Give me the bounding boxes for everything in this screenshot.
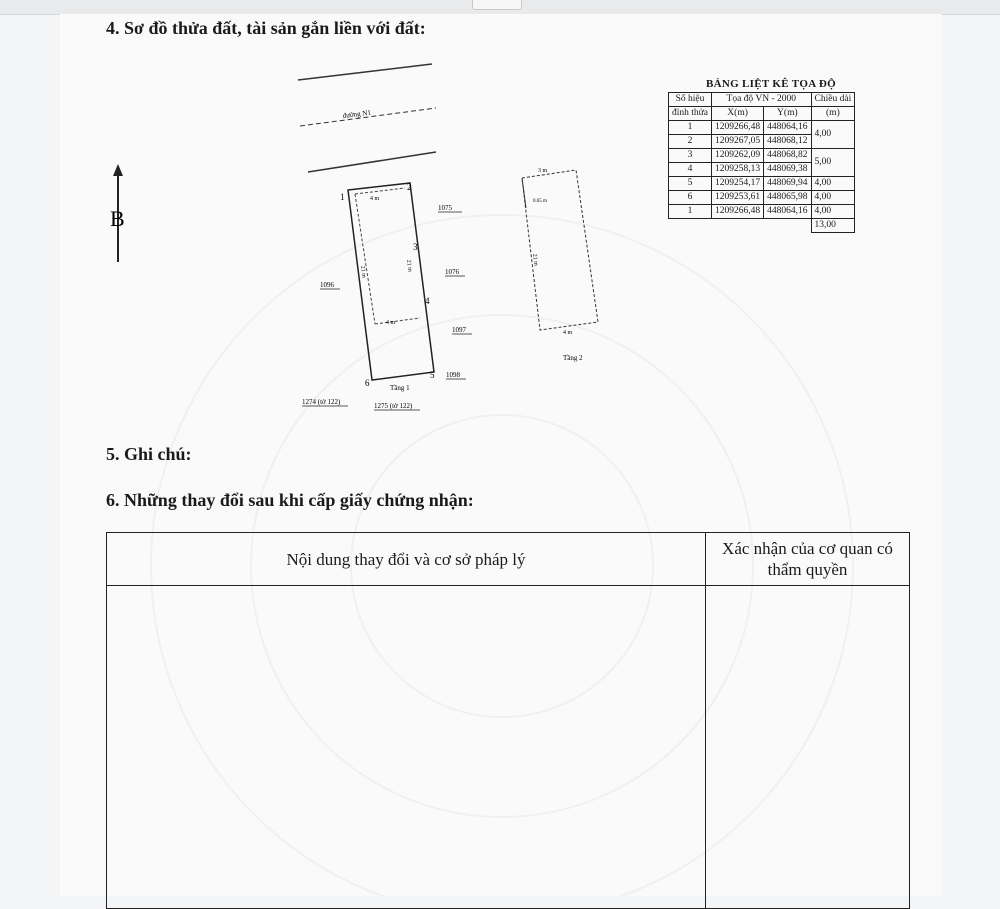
row-x: 1209262,09 [712, 149, 764, 163]
dim-length: 21 m [359, 265, 367, 279]
floor2-side-dim: 0.65 m [533, 199, 547, 204]
parcel-1076: 1076 [445, 268, 459, 276]
confirmation-line-1: Xác nhận của cơ quan có [722, 539, 893, 558]
header-y: Y(m) [764, 107, 811, 121]
vertex-4: 4 [425, 296, 430, 306]
dim-width-top: 4 m [370, 196, 380, 202]
floor2-bottom-dim: 4 m [563, 330, 573, 336]
header-vertex-1: Số hiệu [669, 93, 712, 107]
house-boundary [375, 318, 420, 324]
row-y: 448069,38 [764, 163, 811, 177]
row-id: 5 [669, 177, 712, 191]
header-coord-system: Tọa độ VN - 2000 [712, 93, 812, 107]
parcel-1274: 1274 (tờ 122) [302, 398, 341, 406]
row-length: 4,00 [811, 191, 855, 205]
floor-1-label: Tầng 1 [390, 384, 410, 392]
changes-col-content: Nội dung thay đổi và cơ sở pháp lý [107, 533, 706, 586]
row-id: 4 [669, 163, 712, 177]
changes-col-confirmation [706, 533, 910, 586]
row-x: 1209266,48 [712, 205, 764, 219]
row-x: 1209267,05 [712, 135, 764, 149]
vertex-6: 6 [365, 378, 370, 388]
row-length: 4,00 [811, 177, 855, 191]
section-4-heading: 4. Sơ đồ thửa đất, tài sản gắn liền với đất: [106, 18, 426, 38]
row-y: 448064,16 [764, 205, 811, 219]
dim-width-mid: 4 m [386, 320, 396, 326]
road-label: đường N1 [342, 108, 372, 120]
confirmation-line-2: thẩm quyền [767, 560, 848, 579]
floor-2-outline [522, 170, 598, 330]
row-y: 448064,16 [764, 121, 811, 135]
parcel-1097: 1097 [452, 326, 466, 334]
row-y: 448068,82 [764, 149, 811, 163]
row-length: 4,00 [811, 121, 855, 149]
row-id: 3 [669, 149, 712, 163]
parcel-1075: 1075 [438, 204, 452, 212]
parcel-1098: 1098 [446, 371, 460, 379]
floor2-length-dim: 21 m [531, 253, 539, 267]
vertex-1: 1 [340, 192, 345, 202]
header-length-1: Chiều dài [811, 93, 855, 107]
parcel-1275: 1275 (tờ 122) [374, 402, 413, 410]
row-length: 5,00 [811, 149, 855, 177]
vertex-3: 3 [413, 242, 418, 252]
row-x: 1209258,13 [712, 163, 764, 177]
floor-2-balcony [522, 178, 526, 208]
vertex-5: 5 [430, 370, 435, 380]
changes-confirmation-cell[interactable] [706, 586, 910, 909]
row-y: 448068,12 [764, 135, 811, 149]
north-letter: B [110, 206, 125, 231]
row-id: 6 [669, 191, 712, 205]
row-length: 13,00 [811, 219, 855, 233]
row-length: 4,00 [811, 205, 855, 219]
floor2-top-dim: 3 m [538, 168, 548, 174]
house-boundary [355, 194, 375, 324]
header-vertex-2: đỉnh thửa [669, 107, 712, 121]
floor-2-label: Tầng 2 [563, 354, 583, 362]
changes-table [106, 532, 910, 909]
coordinate-table [668, 92, 855, 233]
row-y: 448065,98 [764, 191, 811, 205]
row-x: 1209253,61 [712, 191, 764, 205]
header-length-2: (m) [811, 107, 855, 121]
changes-content-cell[interactable] [107, 586, 706, 909]
row-x: 1209266,48 [712, 121, 764, 135]
dim-length-inner: 21 m [405, 259, 413, 273]
parcel-1096: 1096 [320, 281, 334, 289]
vertex-2: 2 [407, 182, 412, 192]
row-y: 448069,94 [764, 177, 811, 191]
header-x: X(m) [712, 107, 764, 121]
road-edge-bottom [308, 152, 436, 172]
section-5-heading: 5. Ghi chú: [106, 444, 192, 464]
row-id: 2 [669, 135, 712, 149]
row-x: 1209254,17 [712, 177, 764, 191]
road-edge-top [298, 64, 432, 80]
coord-table-title: BẢNG LIỆT KÊ TỌA ĐỘ [706, 78, 836, 90]
parcel-outline [348, 183, 434, 380]
row-id: 1 [669, 121, 712, 135]
row-id: 1 [669, 205, 712, 219]
section-6-heading: 6. Những thay đổi sau khi cấp giấy chứng nhận: [106, 490, 474, 510]
